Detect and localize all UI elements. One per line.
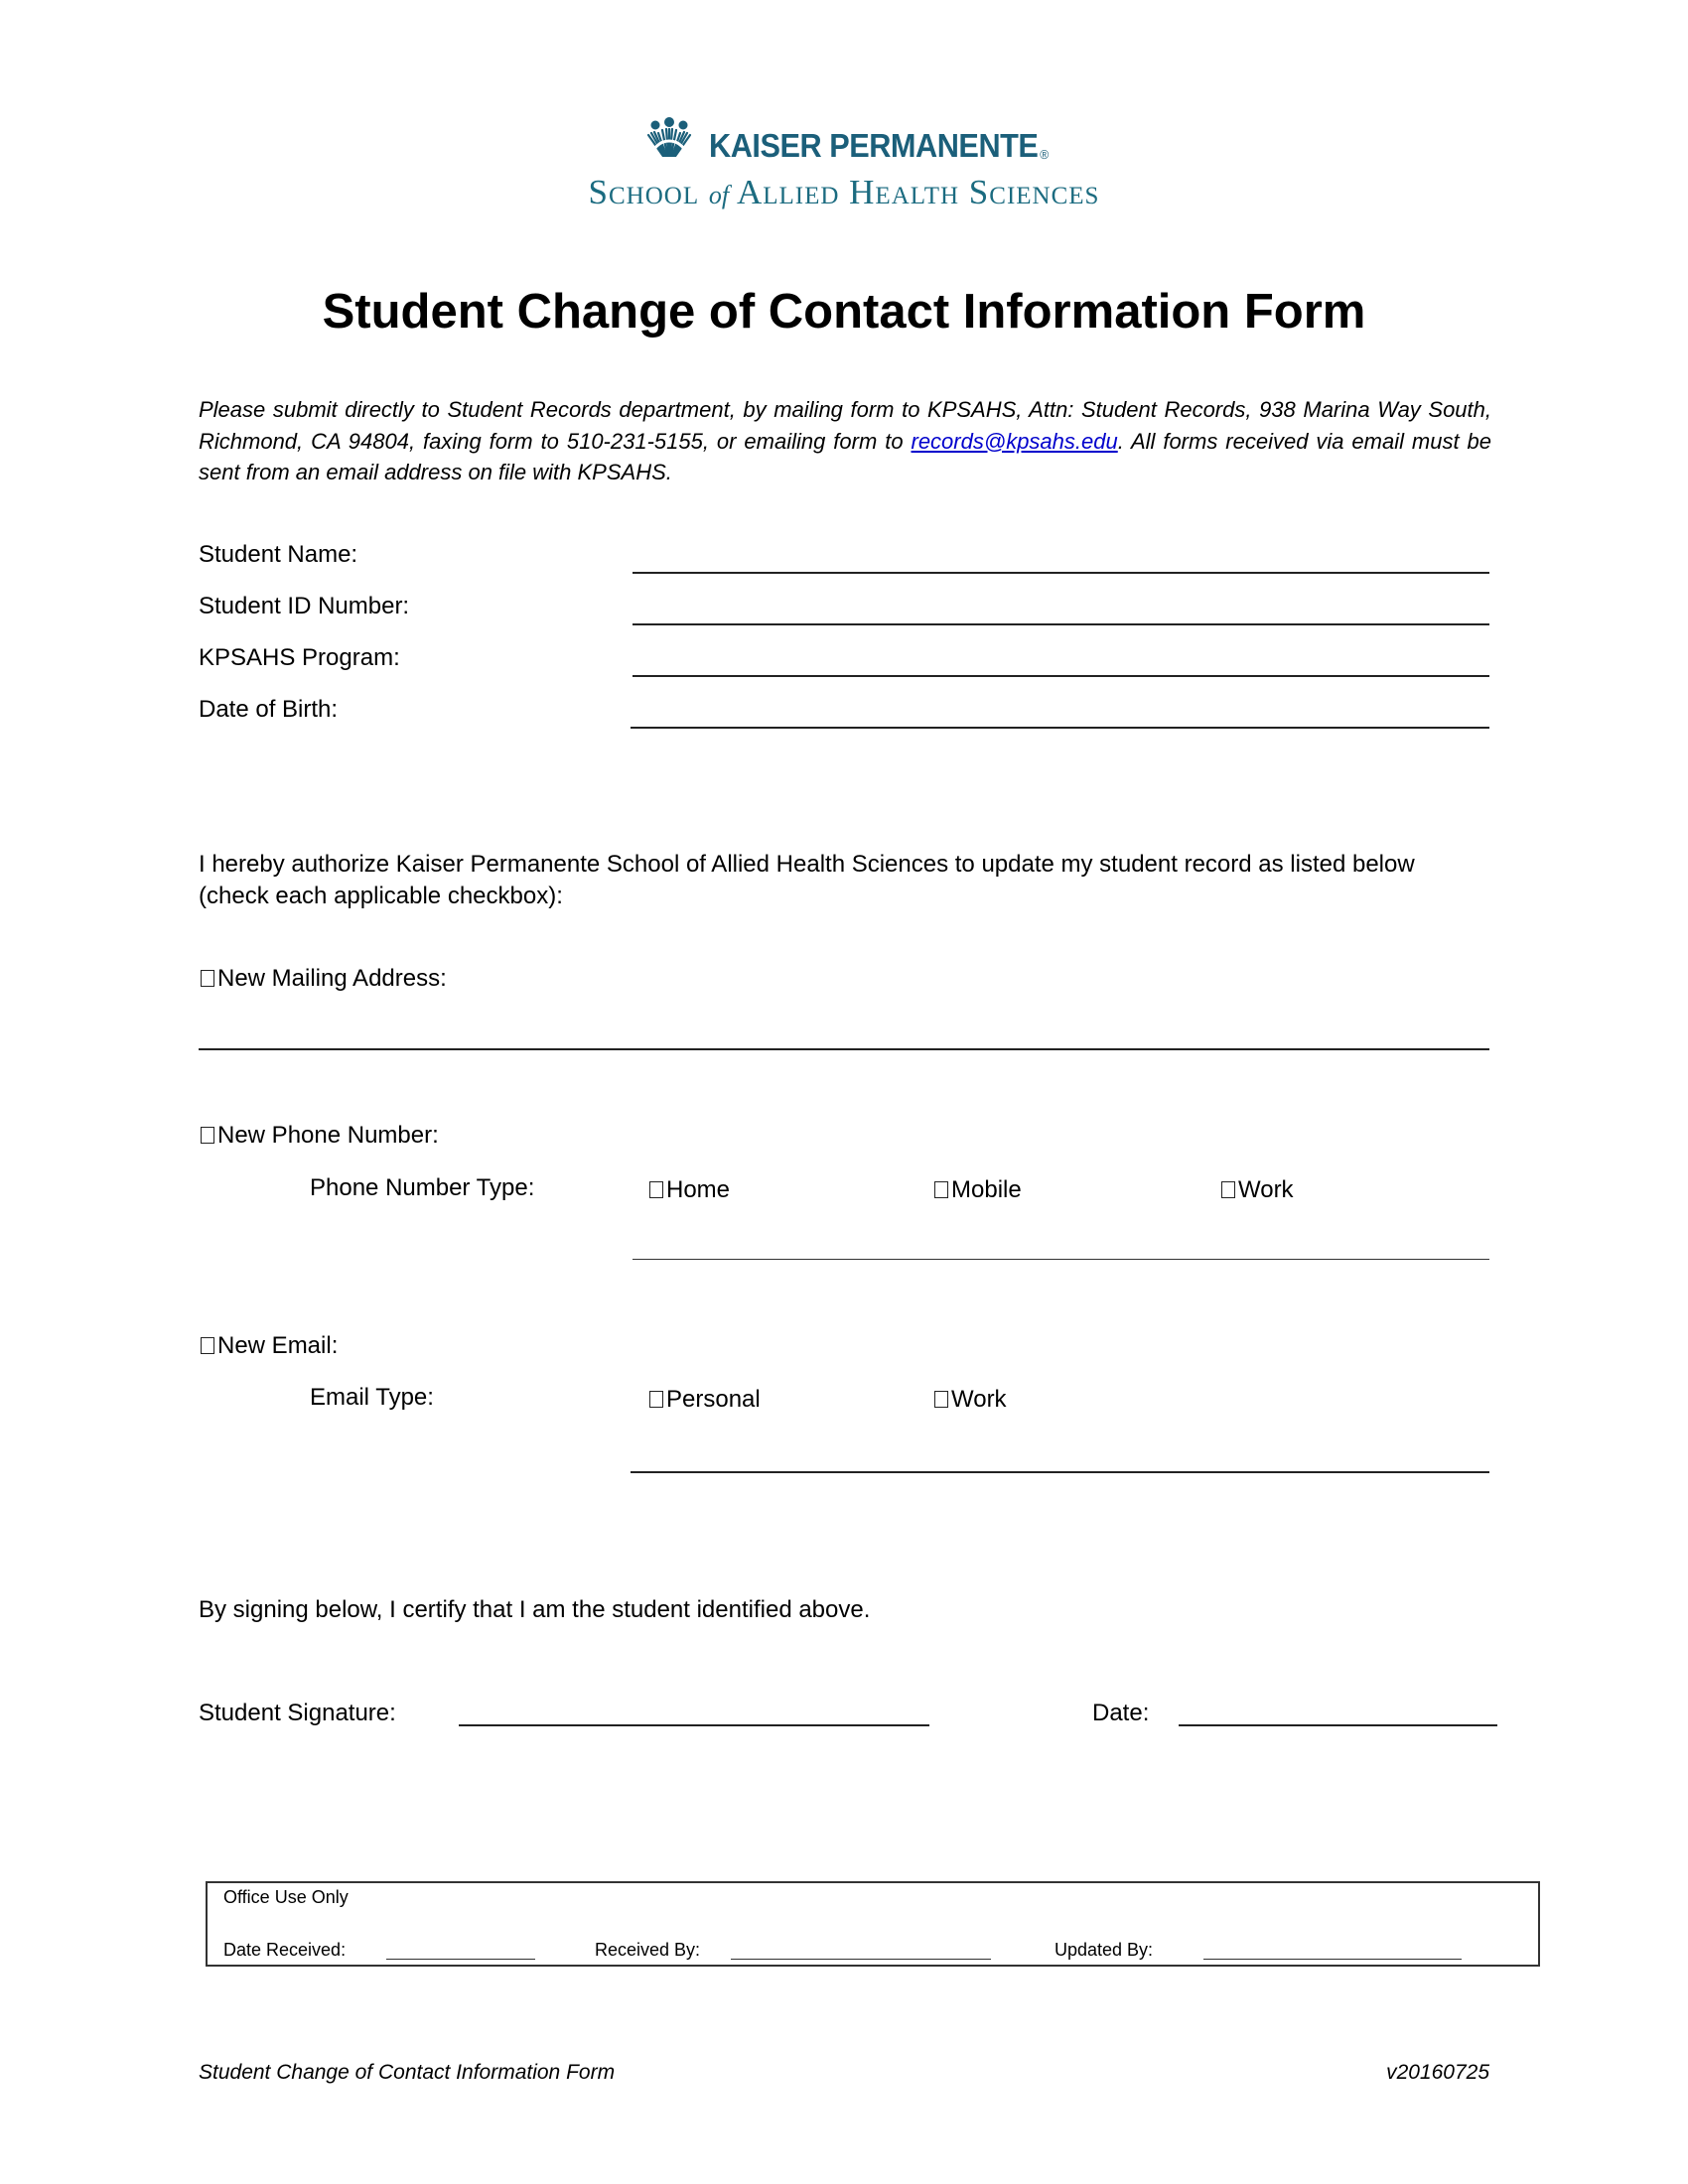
kaiser-permanente-people-icon: [645, 117, 693, 167]
signature-date-field[interactable]: [1179, 1724, 1497, 1726]
email-personal-label: Personal: [666, 1386, 761, 1413]
instructions-text-end: . All forms received via email must be sent from an email address on file with KPSAHS.: [199, 428, 1492, 484]
instructions-paragraph: [199, 394, 1491, 488]
date-received-label: Date Received:: [223, 1940, 347, 1960]
mailing-address-label: New Mailing Address:: [217, 965, 447, 992]
records-email-link[interactable]: records@kpsahs.edu: [911, 428, 1118, 454]
student-id-field[interactable]: [633, 623, 1489, 625]
email-type-personal[interactable]: [649, 1386, 761, 1414]
school-of: of: [708, 181, 730, 209]
certification-text: By signing below, I certify that I am the student identified above.: [199, 1596, 871, 1623]
phone-number-label: New Phone Number:: [217, 1122, 439, 1149]
registered-mark: ®: [1040, 147, 1049, 162]
email-field[interactable]: [631, 1471, 1489, 1473]
email-label: New Email:: [217, 1332, 339, 1359]
email-checkbox[interactable]: [201, 1337, 214, 1354]
received-by-field[interactable]: [731, 1959, 991, 1960]
authorization-line-2: (check each applicable checkbox):: [199, 883, 563, 909]
instructions-text: Please submit directly to Student Records department, by mailing form to KPSAHS, Attn: Student Records, 938 Marina Way South, Richmond, CA 94804, faxing form to 510-231-5155, or emailing form to: [199, 397, 1491, 454]
student-name-field[interactable]: [633, 572, 1489, 574]
phone-number-field[interactable]: [633, 1259, 1489, 1260]
date-received-field[interactable]: [386, 1959, 535, 1960]
school-prefix: School: [588, 173, 700, 211]
office-use-box: [206, 1881, 1540, 1967]
dob-field[interactable]: [631, 727, 1489, 729]
mailing-address-option[interactable]: [201, 965, 447, 993]
student-id-label: Student ID Number:: [199, 593, 410, 619]
footer-version: v20160725: [1386, 2061, 1489, 2084]
mailing-address-field[interactable]: [199, 1048, 1489, 1050]
page-title: Student Change of Contact Information Form: [322, 285, 1366, 339]
phone-home-label: Home: [666, 1176, 731, 1203]
email-personal-checkbox[interactable]: [649, 1391, 663, 1408]
dob-label: Date of Birth:: [199, 696, 339, 723]
email-work-checkbox[interactable]: [934, 1391, 948, 1408]
program-field[interactable]: [633, 675, 1489, 677]
phone-work-label: Work: [1238, 1176, 1294, 1203]
signature-date-label: Date:: [1092, 1700, 1150, 1726]
signature-label: Student Signature:: [199, 1700, 396, 1726]
phone-home-checkbox[interactable]: [649, 1181, 663, 1198]
phone-work-checkbox[interactable]: [1221, 1181, 1235, 1198]
phone-number-option[interactable]: [201, 1122, 439, 1150]
phone-type-mobile[interactable]: [934, 1176, 1022, 1204]
student-name-label: Student Name:: [199, 541, 358, 568]
office-use-title: Office Use Only: [223, 1887, 349, 1907]
signature-field[interactable]: [459, 1724, 929, 1726]
phone-type-work[interactable]: [1221, 1176, 1294, 1204]
received-by-label: Received By:: [595, 1940, 701, 1960]
brand-text: KAISER PERMANENTE: [709, 127, 1039, 164]
email-option[interactable]: [201, 1332, 338, 1360]
email-type-work[interactable]: [934, 1386, 1007, 1414]
phone-type-label: Phone Number Type:: [310, 1174, 535, 1201]
updated-by-label: Updated By:: [1055, 1940, 1154, 1960]
brand-name: [709, 127, 1049, 165]
phone-type-home[interactable]: [649, 1176, 730, 1204]
school-suffix: Allied Health Sciences: [736, 173, 1100, 211]
footer-form-name: Student Change of Contact Information Form: [199, 2061, 616, 2084]
school-name: [542, 173, 1146, 212]
phone-mobile-label: Mobile: [951, 1176, 1022, 1203]
phone-mobile-checkbox[interactable]: [934, 1181, 948, 1198]
mailing-address-checkbox[interactable]: [201, 970, 214, 987]
email-type-label: Email Type:: [310, 1384, 434, 1411]
program-label: KPSAHS Program:: [199, 644, 400, 671]
phone-number-checkbox[interactable]: [201, 1127, 214, 1144]
email-work-label: Work: [951, 1386, 1007, 1413]
updated-by-field[interactable]: [1203, 1959, 1462, 1960]
authorization-line-1: I hereby authorize Kaiser Permanente School of Allied Health Sciences to update my student record as listed below: [199, 851, 1415, 878]
